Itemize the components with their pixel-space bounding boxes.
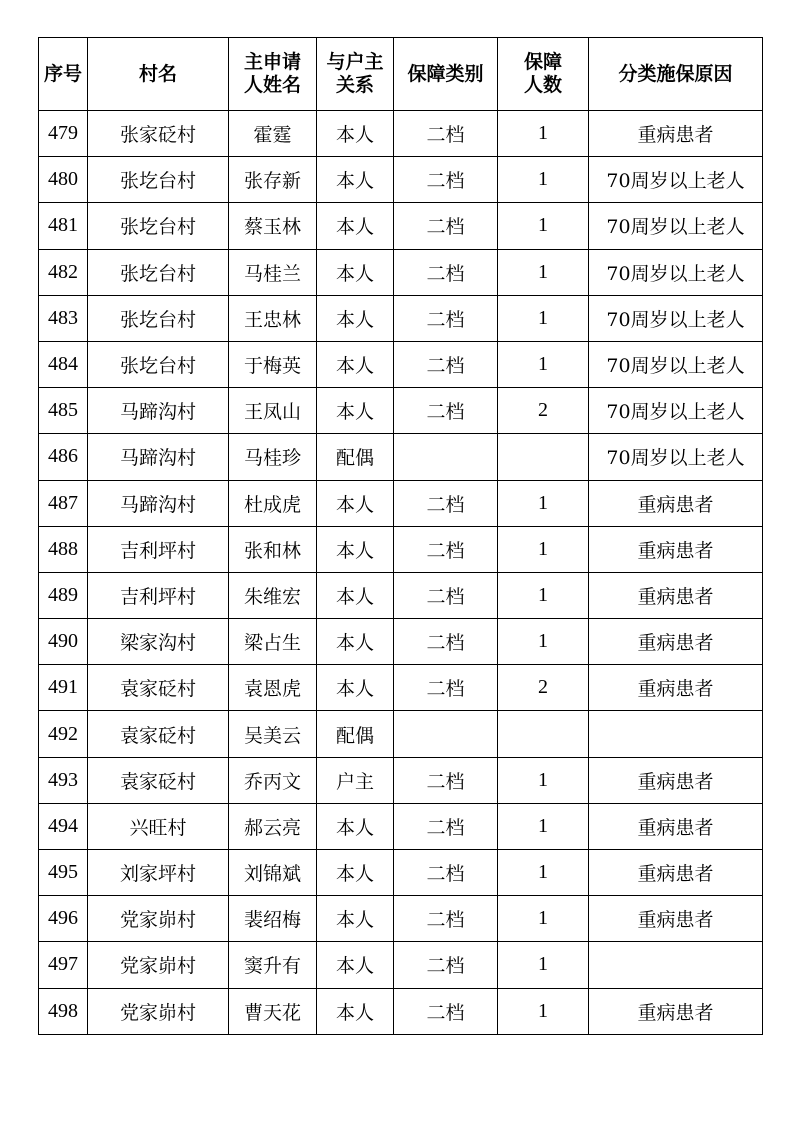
cell-count: 1 (498, 249, 589, 295)
cell-reason: 重病患者 (589, 896, 763, 942)
header-count: 保障人数 (498, 38, 589, 111)
cell-applicant: 曹天花 (229, 988, 317, 1034)
cell-relation: 本人 (317, 249, 394, 295)
cell-relation: 本人 (317, 388, 394, 434)
cell-relation: 户主 (317, 757, 394, 803)
table-row (39, 711, 763, 757)
cell-category: 二档 (394, 942, 498, 988)
cell-applicant: 张存新 (229, 157, 317, 203)
header-applicant: 主申请人姓名 (229, 38, 317, 111)
table-row (39, 203, 763, 249)
cell-index: 494 (39, 803, 88, 849)
cell-reason: 重病患者 (589, 526, 763, 572)
cell-category: 二档 (394, 249, 498, 295)
cell-category: 二档 (394, 988, 498, 1034)
cell-category: 二档 (394, 480, 498, 526)
cell-index: 488 (39, 526, 88, 572)
cell-applicant: 窦升有 (229, 942, 317, 988)
cell-index: 492 (39, 711, 88, 757)
cell-index: 496 (39, 896, 88, 942)
cell-relation: 配偶 (317, 711, 394, 757)
cell-index: 480 (39, 157, 88, 203)
cell-reason: 重病患者 (589, 988, 763, 1034)
cell-reason: 重病患者 (589, 665, 763, 711)
cell-count: 2 (498, 665, 589, 711)
cell-relation: 本人 (317, 203, 394, 249)
cell-index: 479 (39, 111, 88, 157)
cell-relation: 本人 (317, 988, 394, 1034)
cell-count: 1 (498, 480, 589, 526)
cell-category: 二档 (394, 757, 498, 803)
cell-category: 二档 (394, 619, 498, 665)
cell-count: 1 (498, 942, 589, 988)
header-reason: 分类施保原因 (589, 38, 763, 111)
cell-category (394, 711, 498, 757)
cell-index: 482 (39, 249, 88, 295)
cell-applicant: 张和林 (229, 526, 317, 572)
table-row (39, 988, 763, 1034)
cell-count: 1 (498, 757, 589, 803)
cell-reason (589, 942, 763, 988)
cell-relation: 本人 (317, 295, 394, 341)
cell-reason: 重病患者 (589, 111, 763, 157)
header-relation: 与户主关系 (317, 38, 394, 111)
cell-village: 张圪台村 (88, 249, 229, 295)
cell-relation: 本人 (317, 572, 394, 618)
cell-applicant: 乔丙文 (229, 757, 317, 803)
cell-relation: 本人 (317, 157, 394, 203)
table-row (39, 803, 763, 849)
cell-index: 495 (39, 850, 88, 896)
cell-reason: 70周岁以上老人 (589, 434, 763, 480)
cell-village: 张家砭村 (88, 111, 229, 157)
cell-village: 刘家坪村 (88, 850, 229, 896)
cell-category: 二档 (394, 341, 498, 387)
table-row (39, 249, 763, 295)
cell-relation: 本人 (317, 942, 394, 988)
cell-category (394, 434, 498, 480)
cell-category: 二档 (394, 850, 498, 896)
table-row (39, 665, 763, 711)
cell-count: 1 (498, 341, 589, 387)
cell-index: 485 (39, 388, 88, 434)
cell-count: 1 (498, 572, 589, 618)
table-row (39, 295, 763, 341)
cell-relation: 本人 (317, 850, 394, 896)
cell-village: 马蹄沟村 (88, 434, 229, 480)
cell-relation: 本人 (317, 665, 394, 711)
cell-relation: 本人 (317, 896, 394, 942)
cell-count: 1 (498, 896, 589, 942)
cell-index: 481 (39, 203, 88, 249)
cell-count: 1 (498, 526, 589, 572)
table-row (39, 757, 763, 803)
cell-count: 1 (498, 850, 589, 896)
relief-table (38, 37, 763, 1035)
cell-village: 梁家沟村 (88, 619, 229, 665)
cell-index: 498 (39, 988, 88, 1034)
table-row (39, 480, 763, 526)
cell-reason: 70周岁以上老人 (589, 295, 763, 341)
cell-village: 张圪台村 (88, 157, 229, 203)
header-row (39, 38, 763, 111)
cell-relation: 本人 (317, 341, 394, 387)
cell-index: 493 (39, 757, 88, 803)
cell-reason: 70周岁以上老人 (589, 388, 763, 434)
cell-count: 1 (498, 803, 589, 849)
cell-relation: 本人 (317, 526, 394, 572)
cell-village: 党家峁村 (88, 988, 229, 1034)
cell-relation: 本人 (317, 619, 394, 665)
cell-applicant: 朱维宏 (229, 572, 317, 618)
cell-applicant: 王忠林 (229, 295, 317, 341)
table-row (39, 388, 763, 434)
cell-applicant: 袁恩虎 (229, 665, 317, 711)
cell-village: 袁家砭村 (88, 711, 229, 757)
cell-index: 489 (39, 572, 88, 618)
cell-reason: 70周岁以上老人 (589, 249, 763, 295)
cell-index: 483 (39, 295, 88, 341)
cell-count: 1 (498, 619, 589, 665)
table-row (39, 341, 763, 387)
cell-count: 2 (498, 388, 589, 434)
cell-reason: 重病患者 (589, 480, 763, 526)
cell-village: 吉利坪村 (88, 526, 229, 572)
cell-index: 497 (39, 942, 88, 988)
table-row (39, 111, 763, 157)
cell-count (498, 434, 589, 480)
table-row (39, 942, 763, 988)
cell-category: 二档 (394, 111, 498, 157)
cell-count: 1 (498, 295, 589, 341)
table-row (39, 619, 763, 665)
cell-reason: 重病患者 (589, 803, 763, 849)
cell-category: 二档 (394, 203, 498, 249)
cell-applicant: 于梅英 (229, 341, 317, 387)
cell-relation: 本人 (317, 111, 394, 157)
cell-relation: 配偶 (317, 434, 394, 480)
cell-village: 党家峁村 (88, 942, 229, 988)
cell-count: 1 (498, 157, 589, 203)
cell-category: 二档 (394, 388, 498, 434)
cell-applicant: 蔡玉林 (229, 203, 317, 249)
cell-applicant: 吴美云 (229, 711, 317, 757)
cell-index: 484 (39, 341, 88, 387)
cell-index: 490 (39, 619, 88, 665)
cell-reason: 重病患者 (589, 850, 763, 896)
cell-applicant: 刘锦斌 (229, 850, 317, 896)
table-row (39, 896, 763, 942)
cell-reason: 70周岁以上老人 (589, 341, 763, 387)
cell-index: 491 (39, 665, 88, 711)
cell-reason: 70周岁以上老人 (589, 157, 763, 203)
cell-applicant: 裴绍梅 (229, 896, 317, 942)
cell-count: 1 (498, 203, 589, 249)
cell-village: 张圪台村 (88, 203, 229, 249)
cell-relation: 本人 (317, 480, 394, 526)
table-row (39, 572, 763, 618)
cell-village: 张圪台村 (88, 295, 229, 341)
table-row (39, 526, 763, 572)
cell-category: 二档 (394, 572, 498, 618)
cell-applicant: 梁占生 (229, 619, 317, 665)
cell-index: 486 (39, 434, 88, 480)
cell-category: 二档 (394, 665, 498, 711)
cell-village: 袁家砭村 (88, 757, 229, 803)
table-row (39, 434, 763, 480)
cell-applicant: 马桂珍 (229, 434, 317, 480)
table-body (39, 111, 763, 1035)
cell-applicant: 郝云亮 (229, 803, 317, 849)
table-row (39, 850, 763, 896)
cell-village: 兴旺村 (88, 803, 229, 849)
cell-category: 二档 (394, 157, 498, 203)
cell-category: 二档 (394, 295, 498, 341)
cell-count (498, 711, 589, 757)
cell-count: 1 (498, 988, 589, 1034)
cell-village: 吉利坪村 (88, 572, 229, 618)
cell-relation: 本人 (317, 803, 394, 849)
header-village: 村名 (88, 38, 229, 111)
header-category: 保障类别 (394, 38, 498, 111)
table-row (39, 157, 763, 203)
cell-village: 张圪台村 (88, 341, 229, 387)
cell-applicant: 马桂兰 (229, 249, 317, 295)
cell-village: 马蹄沟村 (88, 388, 229, 434)
cell-category: 二档 (394, 803, 498, 849)
cell-village: 袁家砭村 (88, 665, 229, 711)
cell-index: 487 (39, 480, 88, 526)
cell-applicant: 霍霆 (229, 111, 317, 157)
cell-reason (589, 711, 763, 757)
cell-reason: 重病患者 (589, 619, 763, 665)
cell-applicant: 王凤山 (229, 388, 317, 434)
cell-reason: 70周岁以上老人 (589, 203, 763, 249)
cell-category: 二档 (394, 526, 498, 572)
cell-village: 马蹄沟村 (88, 480, 229, 526)
header-index: 序号 (39, 38, 88, 111)
cell-reason: 重病患者 (589, 757, 763, 803)
cell-reason: 重病患者 (589, 572, 763, 618)
cell-category: 二档 (394, 896, 498, 942)
cell-applicant: 杜成虎 (229, 480, 317, 526)
cell-count: 1 (498, 111, 589, 157)
cell-village: 党家峁村 (88, 896, 229, 942)
